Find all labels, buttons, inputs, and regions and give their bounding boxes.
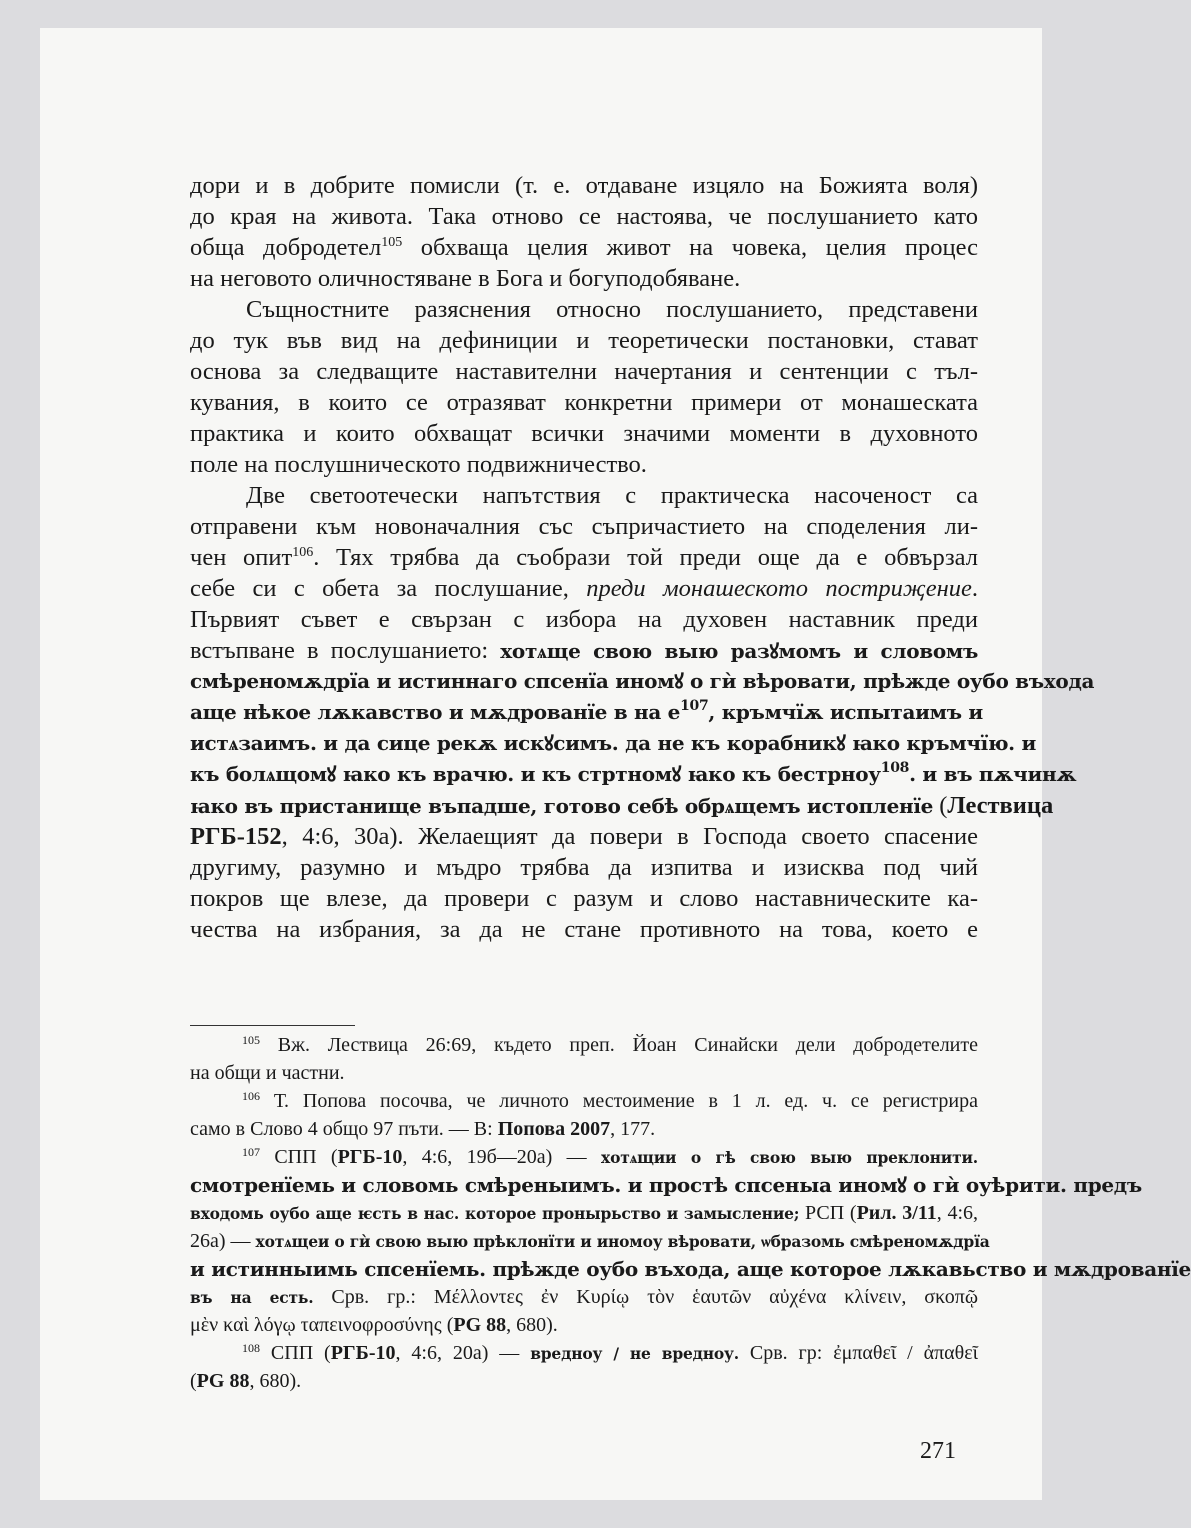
footnote-line: входомь оубо аще ѥсть в нас. которое пронырьство и замысление; РСП (Рил. 3/11, 4:6,	[190, 1202, 979, 1224]
source-bold: Лествица	[947, 792, 1054, 819]
text-line: основа за следващите наставителни начертания и сентенции с тъл-	[190, 358, 978, 385]
footnote-line: само в Слово 4 общо 97 пъти. — В: Попова 2007, 177.	[190, 1118, 656, 1140]
ocs-quote: хотѧще свою выю разꙋмомъ и словомъ	[500, 639, 978, 663]
footnote-line: въ на есть. Срв. гр.: Μέλλοντες ἐν Κυρίῳ τὸν ἑαυτῶν αὐχένα κλίνειν, σκοπῷ	[190, 1286, 978, 1308]
source-bold: РГБ-152	[190, 823, 282, 850]
footnote-ref-106: 106	[292, 545, 314, 560]
text-line: поле на послушническото подвижничество.	[190, 451, 647, 478]
text-line: встъпване в послушанието: хотѧще свою выю разꙋмомъ и словомъ	[190, 637, 978, 664]
footnotes	[190, 1031, 1191, 1395]
paragraph-start: Две светоотечески напътствия с практическа насоченост са	[246, 482, 978, 509]
footnote-line: и истинныимь спсенїемь. прѣжде оубо въхода, аще которое лѫкавьство и мѫдрованїе	[190, 1257, 1191, 1281]
text-line: чества на избрания, за да не стане противното на това, което е	[190, 916, 978, 943]
text-line: себе си с обета за послушание, преди монашеското постриҗение.	[190, 575, 978, 602]
text-line: кувания, в които се отразяват конкретни примери от монашеската	[190, 389, 978, 416]
text-line: Първият съвет е свързан с избора на духовен наставник преди	[190, 606, 978, 633]
footnote-line: (PG 88, 680).	[190, 1370, 302, 1392]
text-line: РГБ-152, 4:6, 30а). Желаещият да повери в Господа своето спасение	[190, 823, 978, 850]
ocs-quote-line: истѧзаимъ. и да сице рекѫ искꙋсимъ. да не къ корабникꙋ ꙗко кръмчїю. и	[190, 731, 1037, 755]
footnote-108: $^{108}$ СПП (РГБ-10, 4:6, 20а) — вредноу / не вредноу. Срв. гр: ἐμπαθεῖ / ἀπαθεῖ	[242, 1341, 979, 1364]
page-number: 271	[920, 1438, 956, 1464]
text-line: практика и които обхващат всички значими моменти в духовното	[190, 420, 978, 447]
footnote-106: $^{106}$ Т. Попова посочва, че личното местоимение в 1 л. ед. ч. се регистрира	[242, 1089, 978, 1112]
text-line: до края на живота. Така отново се настоява, че послушанието като	[190, 203, 978, 230]
book-page	[40, 28, 1191, 1500]
text-line: до тук във вид на дефиниции и теоретически постановки, стават	[190, 327, 978, 354]
italic-phrase: преди монашеското постриҗение	[586, 575, 972, 602]
text-line: покров ще влезе, да провери с разум и слово наставническите ка-	[190, 885, 978, 912]
footnote-ref-107: 107	[680, 698, 709, 714]
ocs-quote-line: къ болѧщомꙋ ꙗко къ врачю. и къ стртномꙋ ꙗко къ бестрноу$^{108}$. и въ пѫчинѫ	[190, 760, 1077, 786]
ocs-quote-line: аще нѣкое лѫкавство и мѫдрованїе в на $е^{107}$, кръмчїѫ испытаимъ и	[190, 698, 983, 724]
footnote-ref-108: 108	[880, 760, 910, 776]
footnote-line: на общи и частни.	[190, 1062, 345, 1084]
text-line: чен опит$^{106}$. Тях трябва да съобрази той преди още да е обвързал	[190, 544, 978, 571]
main-text	[190, 170, 1095, 945]
footnote-separator	[190, 1025, 355, 1026]
footnote-105: $^{105}$ Вж. Лествица 26:69, където преп. Йоан Синайски дели добродетелите	[242, 1033, 978, 1056]
footnote-107: $^{107}$ СПП (РГБ-10, 4:6, 19б—20а) — хотѧщии о гѣ свою выю преклонити.	[242, 1145, 979, 1168]
footnote-ref-105: 105	[381, 235, 403, 250]
text-line: обща добродетел$^{105}$ обхваща целия живот на човека, целия процес	[190, 234, 979, 261]
text-line: ꙗко въ пристанище въпадше, готово себѣ обрѧщемъ истопленїе (Лествица	[190, 792, 1054, 819]
text-line: отправени към новоначалния със съпричастието на споделения ли-	[190, 513, 978, 540]
paragraph-start: Същностните разяснения относно послушанието, представени	[246, 296, 978, 323]
text-line: на неговото оличностяване в Бога и богуподобяване.	[190, 265, 741, 292]
text-line: другиму, разумно и мъдро трябва да изпитва и изисква под чий	[190, 854, 978, 881]
ocs-quote-line: смѣреномѫдрїа и истиннаго спсенїа иномꙋ о гѝ вѣровати, прѣжде оубо въхода	[190, 669, 1095, 693]
footnote-line: 26а) — хотѧщеи о гѝ свою выю прѣклонїти и иномоу вѣровати, ѡбразомь смѣреномѫдрїа	[190, 1230, 990, 1252]
footnote-line: μὲν καὶ λόγῳ ταπεινοφροσύνης (PG 88, 680).	[190, 1314, 558, 1336]
footnote-line: смотренїемь и словомь смѣреныимъ. и простѣ спсеныа иномꙋ о гѝ оуѣрити. предъ	[190, 1173, 1142, 1197]
text-line: дори и в добрите помисли (т. е. отдаване изцяло на Божията воля)	[190, 172, 978, 199]
